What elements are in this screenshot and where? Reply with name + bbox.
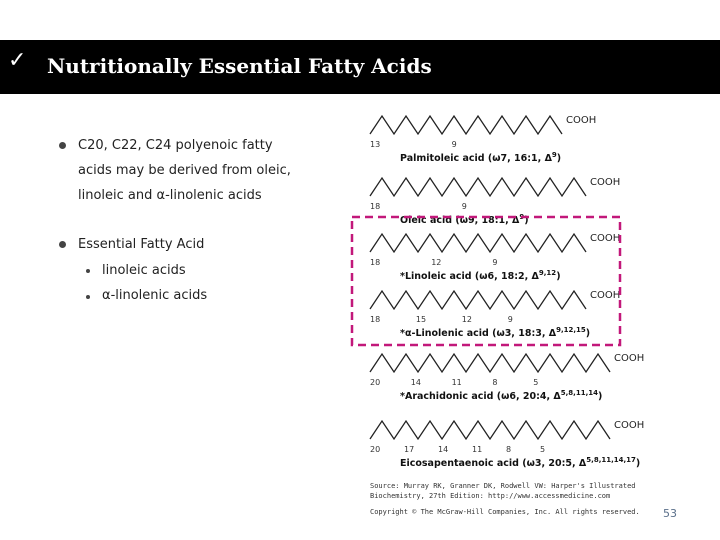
carbon-number: 9 [507,315,513,324]
carbon-number: 18 [370,258,381,267]
delta-superscript: 9,12,15 [556,326,586,334]
sub-bullet-dot [86,269,90,273]
acid-name: *Linoleic acid (ω6, 18:2, Δ$^{9,12}$) [400,269,561,282]
delta-superscript: 9,12 [538,269,557,277]
carboxyl-label: COOH [566,115,597,126]
carbon-number: 5 [540,445,546,454]
acid-name: Palmitoleic acid (ω7, 16:1, $\Delta^9$) [400,151,562,164]
carboxyl-label: COOH [590,233,621,244]
carbon-number: 14 [438,445,449,454]
closing-paren: ) [597,391,603,402]
sub-bullet-linoleic: linoleic acids [102,263,186,278]
carbon-number: 17 [404,445,415,454]
bullet-dot [59,241,66,248]
bullet-2-line-1: Essential Fatty Acid [78,237,205,252]
source-line: Source: Murray RK, Granner DK, Rodwell VW: Harper's Illustrated [370,482,636,490]
copyright-line: Copyright © The McGraw-Hill Companies, Inc. All rights reserved. [370,508,640,516]
carbon-number: 15 [415,315,427,324]
fatty-acid-figure [340,95,720,525]
acid-name: *α-Linolenic acid (ω3, 18:3, Δ$^{9,12,15}$) [400,326,591,339]
carbon-number: 9 [451,140,457,149]
carbon-chain [370,354,610,372]
closing-paren: ) [556,271,561,282]
carbon-number: 5 [533,378,539,387]
carboxyl-label: COOH [590,177,621,188]
closing-paren: ) [635,458,641,469]
closing-paren: ) [556,153,562,164]
carbon-chain [370,116,562,134]
carboxyl-label: COOH [590,290,621,301]
carbon-number: 14 [410,378,421,387]
carbon-number: 12 [461,315,472,324]
acid-name: Oleic acid (ω9, 18:1, $\Delta^9$) [400,213,529,226]
carbon-chain [370,421,610,439]
delta-superscript: 9 [551,151,557,159]
carbon-number: 11 [472,445,483,454]
sub-bullet-dot [86,295,90,299]
bullet-dot [59,142,66,149]
carbon-chain [370,178,586,196]
fatty-acid-structures [340,95,720,525]
delta-superscript: 5,8,11,14 [560,389,598,397]
source-line: Biochemistry, 27th Edition: http://www.accessmedicine.com [370,492,611,500]
closing-paren: ) [524,215,529,226]
carbon-number: 12 [431,258,442,267]
bullet-1-line-3: linoleic and α-linolenic acids [78,188,262,203]
carbon-number: 13 [370,140,381,149]
delta-superscript: 5,8,11,14,17 [586,456,636,464]
bullet-1-line-2: acids may be derived from oleic, [78,163,291,178]
carbon-number: 18 [370,315,381,324]
title-bar [0,40,720,94]
carbon-number: 8 [506,445,512,454]
carbon-number: 20 [370,445,381,454]
carbon-number: 11 [451,378,462,387]
slide-title: Nutritionally Essential Fatty Acids [47,54,432,78]
carbon-number: 18 [370,202,381,211]
closing-paren: ) [585,328,591,339]
carboxyl-label: COOH [614,353,645,364]
bullet-1-line-1: C20, C22, C24 polyenoic fatty [78,138,273,153]
carbon-number: 20 [370,378,381,387]
carbon-number: 9 [492,258,498,267]
carbon-number: 8 [492,378,498,387]
carboxyl-label: COOH [614,420,645,431]
delta-superscript: 9 [519,213,525,221]
sub-bullet-linolenic: α-linolenic acids [102,288,208,303]
acid-name: Eicosapentaenoic acid (ω3, 20:5, Δ$^{5,8,11,14,17}$) [400,456,641,469]
checkmark-icon: ✓ [8,48,27,73]
acid-name: *Arachidonic acid (ω6, 20:4, Δ$^{5,8,11,14}$) [400,389,603,402]
carbon-chain [370,291,586,309]
carbon-chain [370,234,586,252]
page-number: 53 [663,507,677,520]
carbon-number: 9 [461,202,467,211]
